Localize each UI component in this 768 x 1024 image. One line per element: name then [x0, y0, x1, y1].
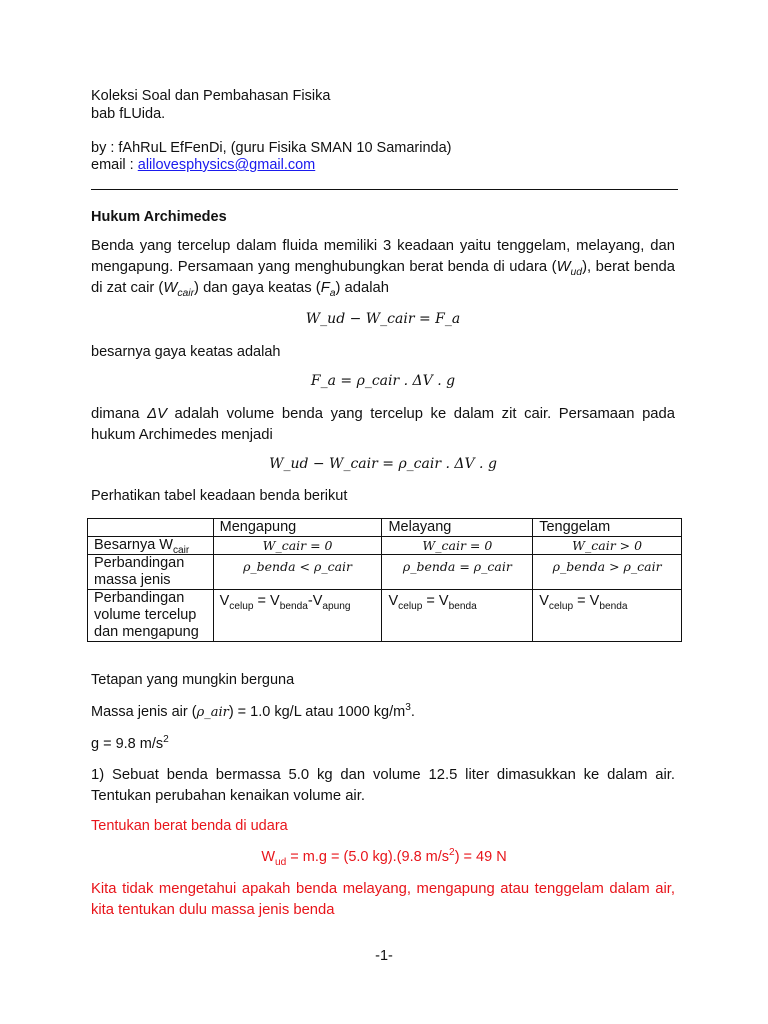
- table-header-cell: Tenggelam: [533, 519, 682, 537]
- row-label: Besarnya $W_{cair}$: [88, 537, 214, 555]
- solution-calc-weight: $W_{ud} = m.g = (5.0$ kg).(9.8 $m/s^2) = 49$ N: [261, 847, 507, 868]
- equation-text: W_ud − W_cair = ρ_cair . ΔV . g: [269, 456, 497, 472]
- table-cell: ρ_benda > ρ_cair: [533, 555, 682, 590]
- table-cell: W_cair > 0: [533, 537, 682, 555]
- table-cell: W_cair = 0: [382, 537, 533, 555]
- header-divider: [91, 189, 678, 190]
- email-label: email :: [91, 157, 138, 173]
- table-intro: Perhatikan tabel keadaan benda berikut: [91, 488, 348, 504]
- constants-heading: Tetapan yang mungkin berguna: [91, 672, 295, 688]
- solution-step-2: Kita tidak mengetahui apakah benda melayang, mengapung atau tenggelam dalam air, kita tentukan dulu massa jenis benda: [91, 881, 675, 918]
- equation-buoyancy-weight: [91, 311, 675, 327]
- author-line: by : fAhRuL EfFenDi, (guru Fisika SMAN 10 Samarinda): [91, 140, 452, 156]
- table-cell: ρ_benda = ρ_cair: [382, 555, 533, 590]
- equation-text: F_a = ρ_cair . ΔV . g: [310, 373, 456, 389]
- archimedes-paragraph: dimana ΔV adalah volume benda yang tercelup ke dalam zit cair. Persamaan pada hukum Archimedes menjadi: [91, 406, 675, 443]
- email-line: [91, 156, 315, 174]
- doc-title: Koleksi Soal dan Pembahasan Fisika: [91, 88, 331, 104]
- section-heading: Hukum Archimedes: [91, 209, 227, 225]
- table-cell: $V_{celup} = V_{benda}$: [382, 590, 533, 642]
- water-density-line: Massa jenis air (ρ_air) = 1.0 kg/L atau 1000 $kg/m^3$.: [91, 702, 415, 720]
- row-label: Perbandingan volume tercelup dan mengapung: [88, 590, 214, 642]
- doc-subtitle: bab fLUida.: [91, 106, 166, 122]
- states-table: [87, 518, 682, 642]
- equation-archimedes: [91, 456, 675, 472]
- solution-step-1: Tentukan berat benda di udara: [91, 818, 288, 834]
- problem-1: 1) Sebuat benda bermassa 5.0 kg dan volume 12.5 liter dimasukkan ke dalam air. Tentukan perubahan kenaikan volume air.: [91, 767, 675, 804]
- gravity-line: g = 9.8 $m/s^2$: [91, 734, 169, 752]
- table-header-cell: Melayang: [382, 519, 533, 537]
- table-header-cell: Mengapung: [213, 519, 382, 537]
- table-header-cell: [88, 519, 214, 537]
- table-cell: W_cair = 0: [213, 537, 382, 555]
- table-cell: $V_{celup} = V_{benda}$: [533, 590, 682, 642]
- table-row: [88, 590, 682, 642]
- row-label: Perbandingan massa jenis: [88, 555, 214, 590]
- page-number: -1-: [375, 948, 393, 964]
- table-cell: ρ_benda < ρ_cair: [213, 555, 382, 590]
- table-row: [88, 537, 682, 555]
- email-link[interactable]: alilovesphysics@gmail.com: [137, 157, 316, 173]
- intro-paragraph: Benda yang tercelup dalam fluida memiliki 3 keadaan yaitu tenggelam, melayang, dan mengapung. Persamaan yang menghubungkan berat benda di udara $(W_{ud})$, berat benda di zat cair $(W_{cair})$ dan gaya keatas $(F_a)$ adalah: [91, 238, 676, 299]
- table-header-row: [88, 519, 682, 537]
- table-cell: $V_{celup} = V_{benda}-V_{apung}$: [213, 590, 382, 642]
- equation-buoyant-force: [91, 373, 675, 389]
- table-row: [88, 555, 682, 590]
- text-buoyant-force: besarnya gaya keatas adalah: [91, 344, 281, 360]
- equation-text: W_ud − W_cair = F_a: [305, 311, 461, 327]
